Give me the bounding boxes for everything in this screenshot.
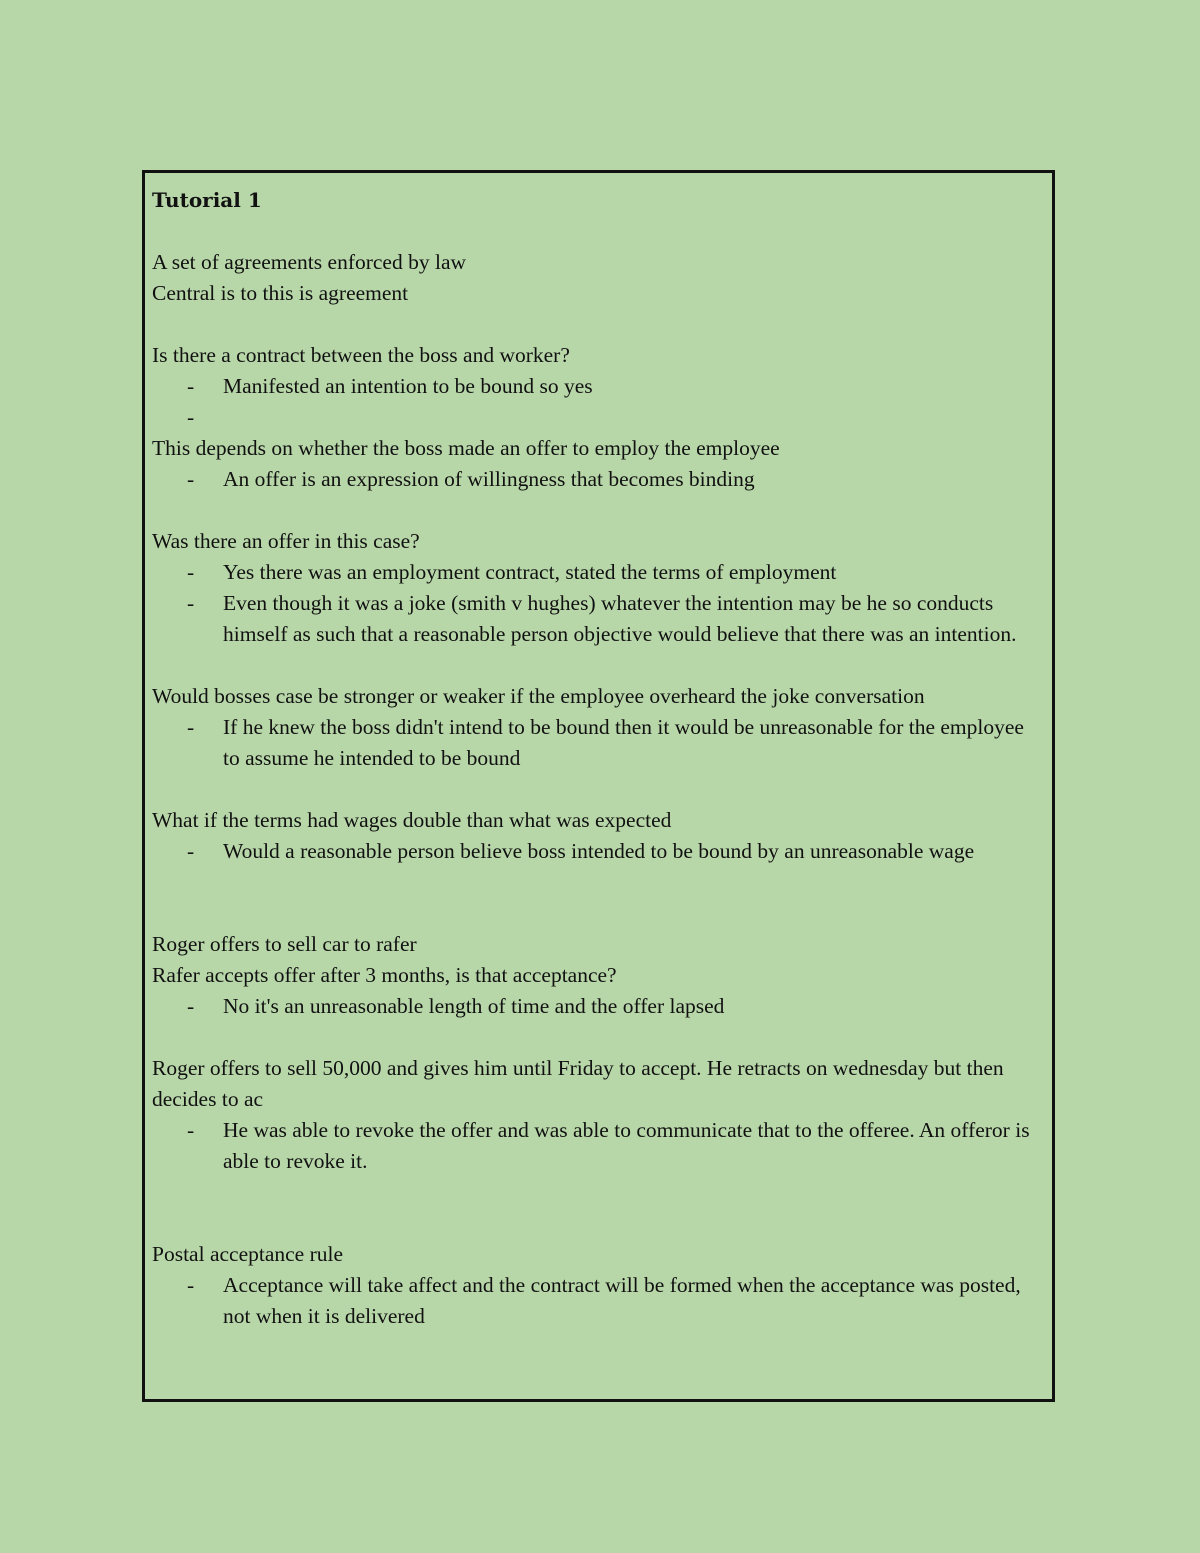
bullet-text: Even though it was a joke (smith v hughes) whatever the intention may be he so conducts himself as such that a reasonable person objective would believe that there was an intention.	[223, 591, 1017, 646]
notes-body	[152, 216, 1046, 1332]
note-line: Central is to this is agreement	[152, 281, 409, 305]
bullet-text	[223, 402, 1046, 433]
bullet-item	[152, 1115, 1046, 1177]
note-line: Postal acceptance rule	[152, 1242, 344, 1266]
note-line: This depends on whether the boss made an offer to employ the employee	[152, 436, 780, 460]
blank-line	[152, 1022, 1046, 1053]
bullet-dash: -	[187, 374, 195, 398]
bullet-text: An offer is an expression of willingness that becomes binding	[223, 467, 755, 491]
note-line: Would bosses case be stronger or weaker if the employee overheard the joke conversation	[152, 684, 925, 708]
bullet-dash: -	[187, 591, 195, 615]
bullet-item	[152, 1270, 1046, 1332]
bullet-dash: -	[187, 560, 195, 584]
bullet-item	[152, 402, 1046, 433]
bullet-text: Yes there was an employment contract, stated the terms of employment	[223, 560, 837, 584]
note-line: Was there an offer in this case?	[152, 529, 420, 553]
bullet-dash: -	[187, 715, 195, 739]
bullet-text: Manifested an intention to be bound so yes	[223, 374, 593, 398]
note-line: Roger offers to sell car to rafer	[152, 932, 417, 956]
note-line: A set of agreements enforced by law	[152, 250, 467, 274]
blank-line	[152, 650, 1046, 681]
blank-line	[152, 1208, 1046, 1239]
bullet-dash: -	[187, 994, 195, 1018]
bullet-item	[152, 712, 1046, 774]
bullet-item	[152, 991, 1046, 1022]
bullet-dash: -	[187, 467, 195, 491]
blank-line	[152, 216, 1046, 247]
bullet-item	[152, 371, 1046, 402]
blank-line	[152, 867, 1046, 898]
bullet-dash: -	[187, 839, 195, 863]
bullet-dash: -	[187, 1273, 195, 1297]
note-line: Is there a contract between the boss and worker?	[152, 343, 570, 367]
bullet-item	[152, 557, 1046, 588]
tutorial-notes-box	[142, 170, 1055, 1402]
blank-line	[152, 774, 1046, 805]
bullet-text: If he knew the boss didn't intend to be bound then it would be unreasonable for the employee to assume he intended to be bound	[223, 715, 1024, 770]
bullet-item	[152, 588, 1046, 650]
bullet-item	[152, 836, 1046, 867]
bullet-text: He was able to revoke the offer and was able to communicate that to the offeree. An offeror is able to revoke it.	[223, 1118, 1030, 1173]
bullet-dash: -	[187, 405, 195, 429]
blank-line	[152, 1177, 1046, 1208]
bullet-text: Acceptance will take affect and the contract will be formed when the acceptance was posted, not when it is delivered	[223, 1273, 1021, 1328]
note-line: What if the terms had wages double than what was expected	[152, 808, 672, 832]
bullet-item	[152, 464, 1046, 495]
bullet-text: Would a reasonable person believe boss intended to be bound by an unreasonable wage	[223, 839, 975, 863]
note-line: Roger offers to sell 50,000 and gives him until Friday to accept. He retracts on wednesday but then decides to ac	[152, 1056, 1004, 1111]
blank-line	[152, 495, 1046, 526]
note-line: Rafer accepts offer after 3 months, is that acceptance?	[152, 963, 617, 987]
blank-line	[152, 898, 1046, 929]
document-title: Tutorial 1	[152, 188, 262, 212]
bullet-dash: -	[187, 1118, 195, 1142]
blank-line	[152, 309, 1046, 340]
bullet-text: No it's an unreasonable length of time and the offer lapsed	[223, 994, 725, 1018]
